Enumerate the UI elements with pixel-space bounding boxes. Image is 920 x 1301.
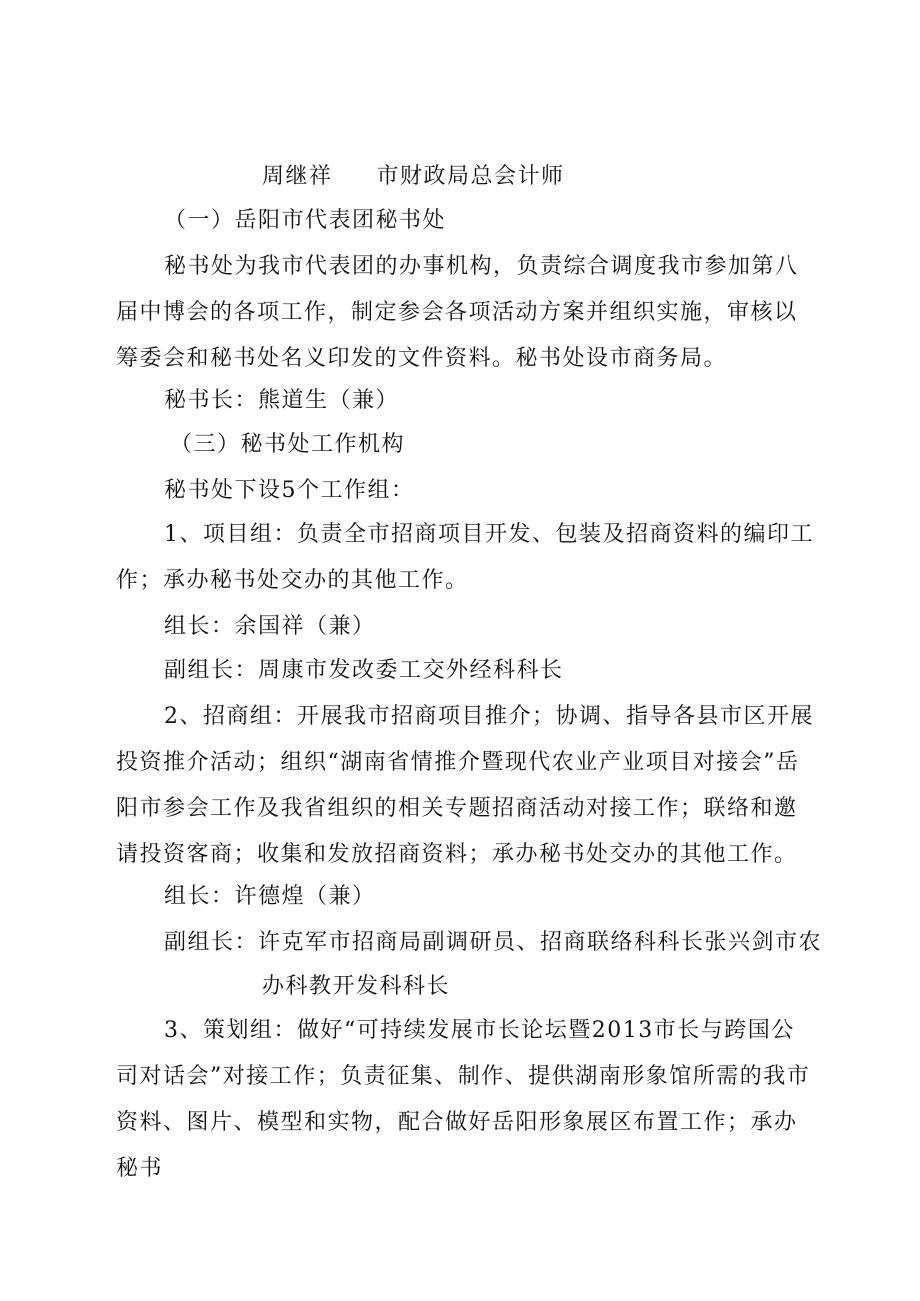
- section1-body: 秘书处为我市代表团的办事机构，负责综合调度我市参加第八届中博会的各项工作，制定参会各项活动方案并组织实施，审核以筹委会和秘书处名义印发的文件资料。秘书处设市商务局。: [116, 254, 799, 371]
- group2-leader: 组长：许德煌（兼）: [164, 884, 376, 909]
- member-title: 市财政局总会计师: [376, 164, 565, 189]
- group1-leader: 组长：余国祥（兼）: [164, 614, 376, 639]
- group2-deputy-line2: 办科教开发科科长: [262, 974, 451, 999]
- group3-body: 3、策划组：做好“可持续发展市长论坛暨2013市长与跨国公司对话会”对接工作；负责征集、制作、提供湖南形象馆所需的我市资料、图片、模型和实物，配合做好岳阳形象展区布置工作；承办秘书: [116, 1018, 811, 1181]
- group2-body: 2、招商组：开展我市招商项目推介；协调、指导各县市区开展投资推介活动；组织“湖南省情推介暨现代农业产业项目对接会”岳阳市参会工作及我省组织的相关专题招商活动对接工作；联络和邀请投资客商；收集和发放招商资料；承办秘书处交办的其他工作。: [116, 704, 814, 867]
- secretary-general-line: 秘书长：熊道生（兼）: [164, 388, 400, 413]
- group1-deputy: 副组长：周康市发改委工交外经科科长: [164, 658, 564, 683]
- member-name: 周继祥: [262, 164, 333, 189]
- section3-heading: （三）秘书处工作机构: [170, 432, 406, 457]
- group1-body: 1、项目组：负责全市招商项目开发、包装及招商资料的编印工作；承办秘书处交办的其他工作。: [116, 522, 814, 593]
- section3-intro: 秘书处下设5个工作组：: [164, 478, 415, 503]
- group2-deputy-line1: 副组长：许克军市招商局副调研员、招商联络科科长张兴剑市农: [164, 930, 823, 955]
- section1-heading: （一）岳阳市代表团秘书处: [164, 208, 447, 233]
- member-line: [262, 154, 565, 200]
